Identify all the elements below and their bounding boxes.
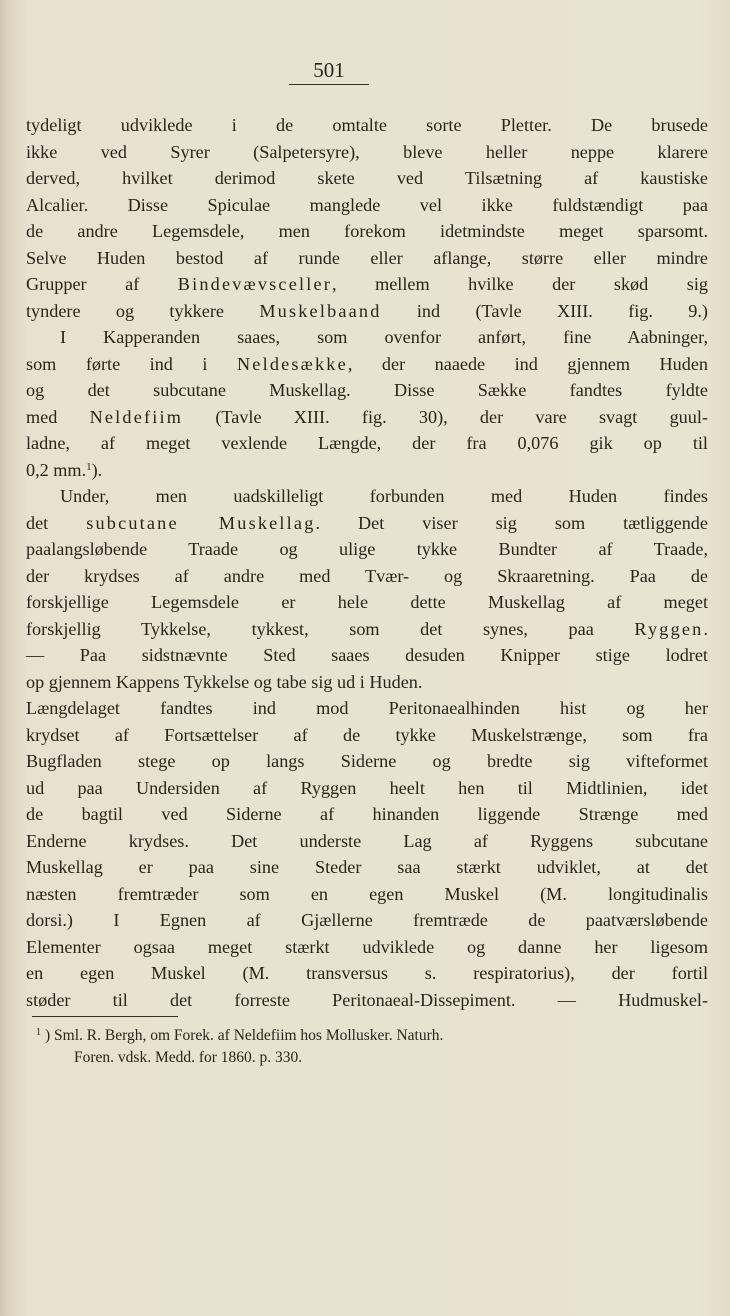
body-text — [26, 112, 708, 1013]
text-line: og det subcutane Muskellag. Disse Sække fandtes fyldte — [26, 380, 708, 400]
spaced-term: subcutane Muskellag — [86, 512, 316, 533]
spaced-term: Neldefiim — [89, 406, 184, 427]
text-line: der krydses af andre med Tvær- og Skraaretning. Paa de — [26, 565, 708, 586]
text-line — [26, 404, 708, 431]
text-line: de bagtil ved Siderne af hinanden liggende Strænge med — [26, 804, 708, 824]
text-line — [26, 298, 708, 325]
text-segment: som førte ind i — [26, 353, 237, 374]
spaced-term: Bindevævsceller — [177, 274, 333, 294]
text-line: næsten fremtræder som en egen Muskel (M. longitudinalis — [26, 883, 708, 904]
text-line: paalangsløbende Traade og ulige tykke Bundter af Traade, — [26, 539, 708, 559]
text-line: en egen Muskel (M. transversus s. respiratorius), der fortil — [26, 963, 708, 983]
text-line: Muskellag er paa sine Steder saa stærkt udviklet, at det — [26, 857, 708, 877]
text-segment: . — [703, 618, 708, 639]
text-segment: (Tavle XIII. fig. 30), der vare svagt guul- — [183, 406, 708, 427]
text-line: tydeligt udviklede i de omtalte sorte Pletter. De brusede — [26, 115, 708, 135]
spaced-term: Neldesække — [236, 353, 348, 374]
text-segment: det — [26, 512, 87, 533]
footnote-divider — [32, 1016, 178, 1017]
text-line: ladne, af meget vexlende Længde, der fra 0,076 gik op til — [26, 433, 708, 453]
text-segment: med — [26, 406, 90, 427]
text-line: op gjennem Kappens Tykkelse og tabe sig ud i Huden. — [26, 671, 423, 692]
text-line: I Kapperanden saaes, som ovenfor anført, fine Aabninger, — [60, 327, 708, 347]
text-segment: forskjellig Tykkelse, tykkest, som det synes, paa — [26, 618, 635, 639]
text-line: Under, men uadskilleligt forbunden med Huden findes — [60, 486, 708, 506]
text-line: Enderne krydses. Det underste Lag af Ryggens subcutane — [26, 830, 708, 851]
text-line: ikke ved Syrer (Salpetersyre), bleve heller neppe klarere — [26, 141, 708, 162]
page-number: 501 — [313, 58, 345, 82]
footnotes — [36, 1022, 706, 1069]
footnote-marker: 1 — [36, 1027, 41, 1038]
page-number-underline — [289, 84, 369, 85]
text-segment: . Det viser sig som tætliggende — [315, 512, 708, 533]
text-line: Længdelaget fandtes ind mod Peritonaealhinden hist og her — [26, 698, 708, 718]
spaced-term: Ryggen — [634, 618, 704, 639]
text-segment: Grupper af — [26, 274, 178, 294]
text-line: støder til det forreste Peritonaeal-Dissepiment. — Hudmuskel- — [26, 989, 708, 1010]
footnote-line-2: Foren. vdsk. Medd. for 1860. p. 330. — [74, 1049, 303, 1066]
text-segment: tyndere og tykkere — [26, 300, 260, 321]
text-line — [26, 616, 708, 643]
text-segment: ind (Tavle XIII. fig. 9.) — [381, 300, 708, 321]
text-line — [26, 351, 708, 378]
text-line: derved, hvilket derimod skete ved Tilsætning af kaustiske — [26, 168, 708, 188]
text-line — [26, 457, 708, 484]
footnote-reference: 1 — [86, 460, 92, 473]
spaced-term: Muskelbaand — [259, 300, 382, 321]
text-line: — Paa sidstnævnte Sted saaes desuden Knipper stige lodret — [26, 645, 708, 665]
text-line — [26, 271, 708, 298]
footnote-line-1 — [36, 1022, 706, 1047]
text-line: Selve Huden bestod af runde eller aflange, større eller mindre — [26, 247, 708, 268]
text-line: krydset af Fortsættelser af de tykke Muskelstrænge, som fra — [26, 724, 708, 745]
text-segment: 0,2 mm. — [26, 459, 87, 480]
text-segment: , der naaede ind gjennem Huden — [347, 353, 708, 374]
text-line: Alcalier. Disse Spiculae manglede vel ikke fuldstændigt paa — [26, 194, 708, 215]
text-line: Bugfladen stege op langs Siderne og bredte sig vifteformet — [26, 751, 708, 771]
text-line — [26, 510, 708, 537]
text-line: dorsi.) I Egnen af Gjællerne fremtræde de paatværsløbende — [26, 910, 708, 930]
text-segment: , mellem hvilke der skød sig — [332, 274, 708, 294]
text-line: de andre Legemsdele, men forekom idetmindste meget sparsomt. — [26, 221, 708, 241]
text-line: forskjellige Legemsdele er hele dette Muskellag af meget — [26, 592, 708, 612]
text-segment: ). — [91, 459, 103, 480]
text-line: ud paa Undersiden af Ryggen heelt hen til Midtlinien, idet — [26, 777, 708, 798]
text-line: Elementer ogsaa meget stærkt udviklede og danne her ligesom — [26, 936, 708, 957]
footnote-text-1: ) Sml. R. Bergh, om Forek. af Neldefiim hos Mollusker. Naturh. — [45, 1027, 444, 1044]
